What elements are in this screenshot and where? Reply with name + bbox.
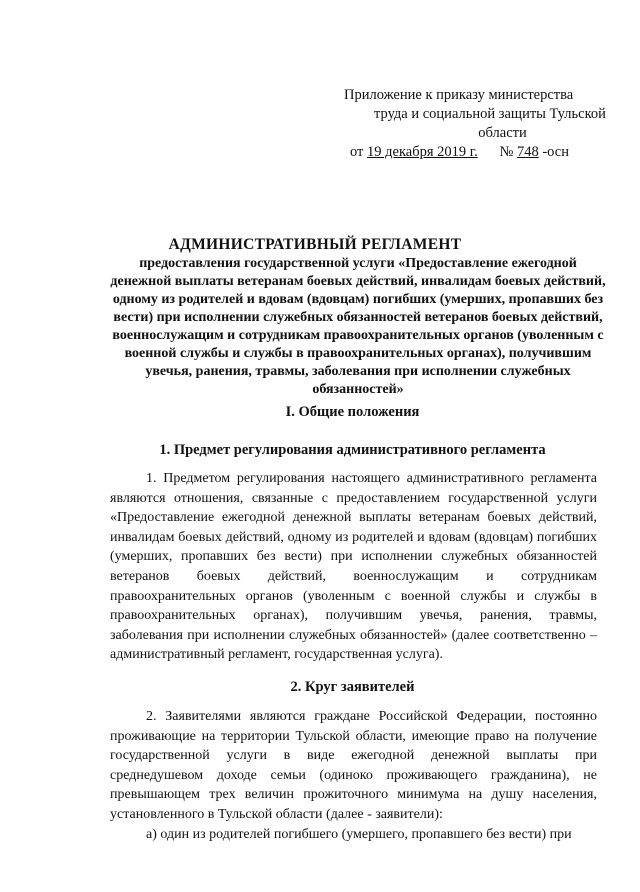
number-prefix: № [499,144,514,160]
paragraph-1-block [110,469,597,665]
order-number: 748 [516,144,539,160]
annex-line-1: Приложение к приказу министерства [344,87,574,103]
annex-date-line [330,143,615,162]
annex-line-2: труда и социальной защиты Тульской [374,106,606,122]
document-subtitle: предоставления государственной услуги «Предоставление ежегодной денежной выплаты ветеранам боевых действий, инвалидам боевых действий, одному из родителей и вдовам (вдовцам) погибших (умерших, пропавших без вести) при исполнении служебных обязанностей ветеранов боевых действий, военнослужащим и сотрудникам правоохранительных органов (уволенным с военной службы и службы в правоохранительных органах), получившим увечья, ранения, травмы, заболевания при исполнении служебных обязанностей» [110,256,606,397]
paragraph-2-block [110,707,597,844]
paragraph-3: а) один из родителей погибшего (умершего, пропавшего без вести) при [146,826,572,842]
document-title: АДМИНИСТРАТИВНЫЙ РЕГЛАМЕНТ [168,236,462,253]
section-general: I. Общие положения [285,404,420,420]
paragraph-2: 2. Заявителями являются граждане Российской Федерации, постоянно проживающие на территории Тульской области, имеющие право на получение государственной услуги в виде ежегодной денежной выплаты при среднедушевом доходе семьи (одиноко проживающего гражданина), не превышающем трех величин прожиточного минимума на душу населения, установленного в Тульской области (далее - заявители): [110,709,597,822]
order-date: 19 декабря 2019 г. [367,144,478,160]
paragraph-1: 1. Предметом регулирования настоящего административного регламента являются отношения, связанные с предоставлением государственной услуги «Предоставление ежегодной денежной выплаты ветеранам боевых действий, инвалидам боевых действий, одному из родителей и вдовам (вдовцам) погибших (умерших, пропавших без вести) при исполнении служебных обязанностей ветеранов боевых действий, военнослужащим и сотрудникам правоохранительных органов (уволенным с военной службы и службы в правоохранительных органах), получившим увечья, ранения, травмы, заболевания при исполнении служебных обязанностей» (далее соответственно – административный регламент, государственная услуга). [110,471,597,663]
annex-header [330,86,615,162]
number-suffix: -осн [542,144,569,160]
section-applicants: 2. Круг заявителей [290,679,415,695]
section-subject: 1. Предмет регулирования административного регламента [159,442,546,458]
annex-line-3: области [478,125,527,141]
date-prefix: от [350,144,364,160]
